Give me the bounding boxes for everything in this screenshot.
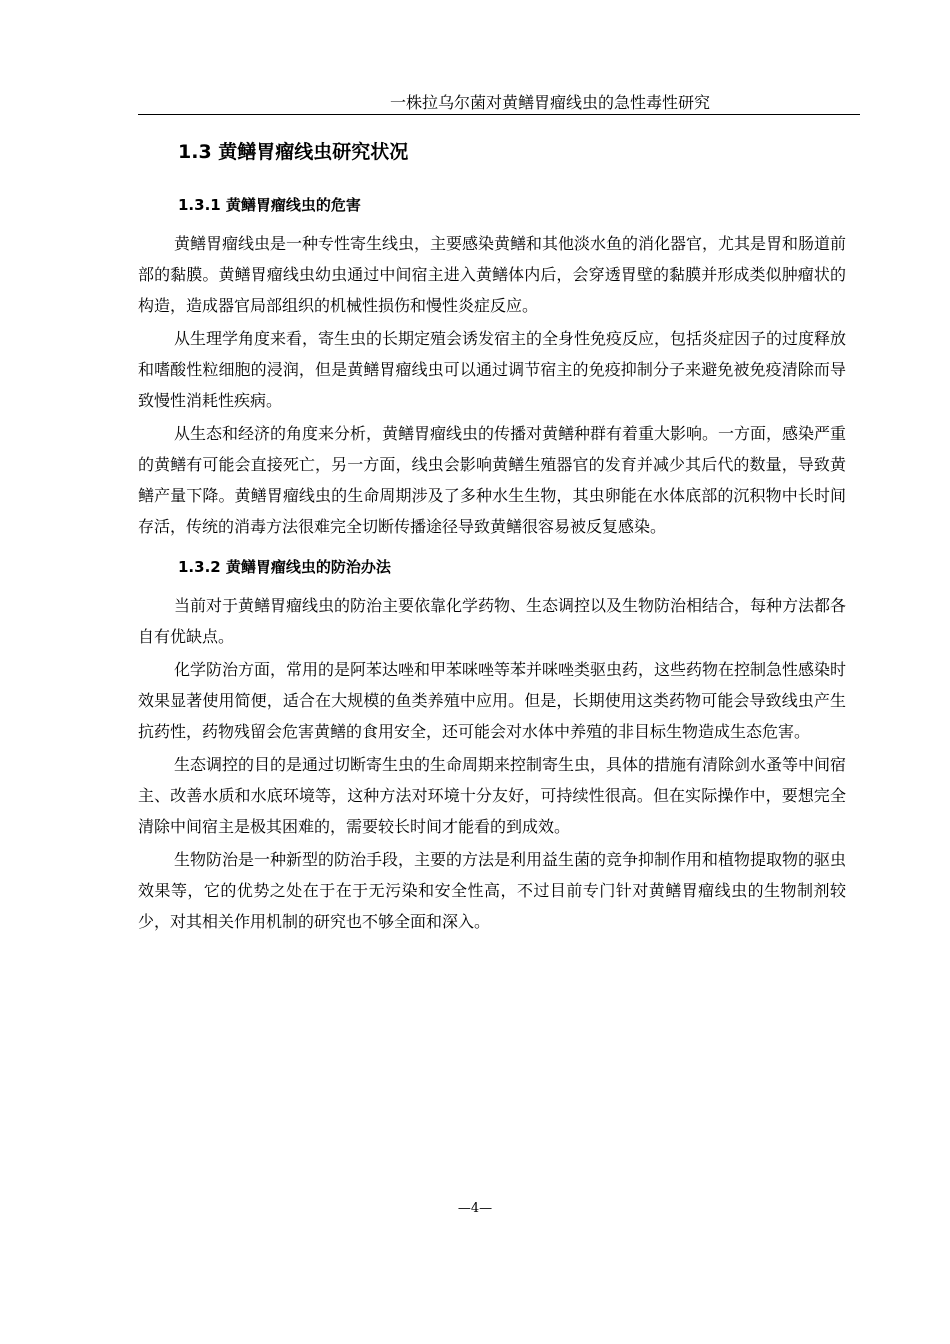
paragraph-control-2: 化学防治方面，常用的是阿苯达唑和甲苯咪唑等苯并咪唑类驱虫药，这些药物在控制急性感染时效果显著使用简便，适合在大规模的鱼类养殖中应用。但是，长期使用这类药物可能会导致线虫产生抗药性，药物残留会危害黄鳝的食用安全，还可能会对水体中养殖的非目标生物造成生态危害。	[138, 660, 847, 741]
subsection-title-control: 1.3.2 黄鳝胃瘤线虫的防治办法	[178, 558, 391, 576]
paragraph-hazards-3: 从生态和经济的角度来分析，黄鳝胃瘤线虫的传播对黄鳝种群有着重大影响。一方面，感染严重的黄鳝有可能会直接死亡，另一方面，线虫会影响黄鳝生殖器官的发育并减少其后代的数量，导致黄鳝产量下降。黄鳝胃瘤线虫的生命周期涉及了多种水生生物，其虫卵能在水体底部的沉积物中长时间存活，传统的消毒方法很难完全切断传播途径导致黄鳝很容易被反复感染。	[138, 424, 847, 536]
paragraph-hazards-2: 从生理学角度来看，寄生虫的长期定殖会诱发宿主的全身性免疫反应，包括炎症因子的过度释放和嗜酸性粒细胞的浸润，但是黄鳝胃瘤线虫可以通过调节宿主的免疫抑制分子来避免被免疫清除而导致慢性消耗性疾病。	[138, 329, 847, 410]
paragraph-control-3: 生态调控的目的是通过切断寄生虫的生命周期来控制寄生虫，具体的措施有清除剑水蚤等中间宿主、改善水质和水底环境等，这种方法对环境十分友好，可持续性很高。但在实际操作中，要想完全清除中间宿主是极其困难的，需要较长时间才能看的到成效。	[138, 755, 847, 836]
subsection-title-hazards: 1.3.1 黄鳝胃瘤线虫的危害	[178, 196, 361, 214]
paragraph-control-1: 当前对于黄鳝胃瘤线虫的防治主要依靠化学药物、生态调控以及生物防治相结合，每种方法都各自有优缺点。	[138, 596, 847, 646]
running-header: 一株拉乌尔菌对黄鳝胃瘤线虫的急性毒性研究	[389, 93, 710, 112]
paragraph-control-4: 生物防治是一种新型的防治手段，主要的方法是利用益生菌的竞争抑制作用和植物提取物的驱虫效果等，它的优势之处在于在于无污染和安全性高，不过目前专门针对黄鳝胃瘤线虫的生物制剂较少，对其相关作用机制的研究也不够全面和深入。	[138, 850, 847, 931]
section-title: 1.3 黄鳝胃瘤线虫研究状况	[178, 141, 409, 163]
page-number: —4—	[457, 1201, 493, 1216]
header-rule	[138, 114, 860, 115]
paragraph-hazards-1: 黄鳝胃瘤线虫是一种专性寄生线虫，主要感染黄鳝和其他淡水鱼的消化器官，尤其是胃和肠道前部的黏膜。黄鳝胃瘤线虫幼虫通过中间宿主进入黄鳝体内后，会穿透胃壁的黏膜并形成类似肿瘤状的构造，造成器官局部组织的机械性损伤和慢性炎症反应。	[138, 234, 847, 315]
page-content	[138, 132, 846, 939]
